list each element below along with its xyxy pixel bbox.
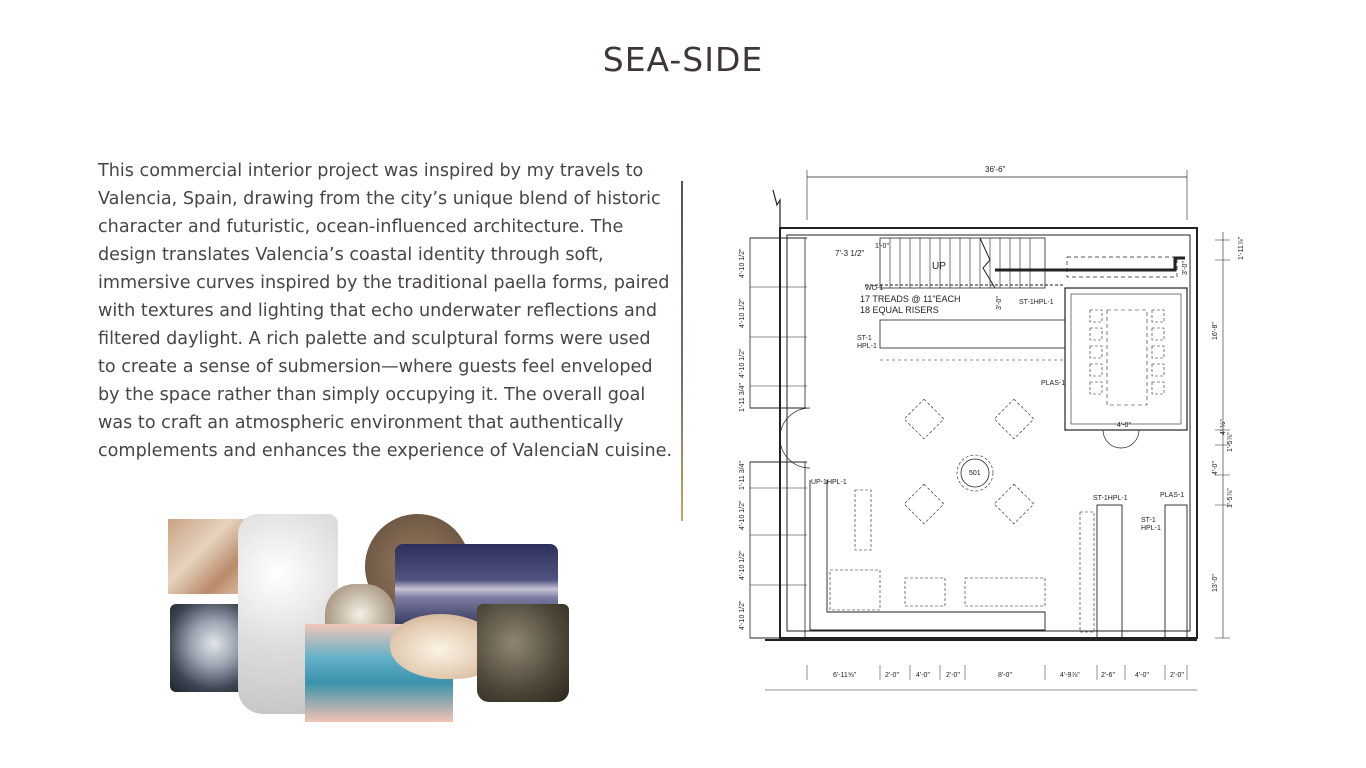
- plan-right-dim: 4'-½": [1220, 419, 1227, 435]
- plan-left-dim: 4'-10 1/2": [739, 550, 746, 580]
- plan-st1-tag: ST-1: [857, 335, 872, 342]
- floor-plan-drawing: [735, 160, 1265, 700]
- plan-left-dim: 4'-10 1/2": [739, 600, 746, 630]
- plan-bottom-dim: 6'-11⅝": [833, 672, 857, 679]
- plan-st1-hpl1-tag: ST-1HPL-1: [1019, 299, 1054, 306]
- plan-hpl1-tag: HPL-1: [857, 343, 877, 350]
- plan-right-dim: 4'-0": [1212, 461, 1219, 475]
- plan-right-dim: 1'-5⅞": [1227, 488, 1234, 508]
- plan-bottom-dim: 2'-0": [885, 672, 899, 679]
- plan-wo1-tag: WO-1: [865, 285, 884, 292]
- mood-board-collage: [165, 514, 570, 724]
- plan-right-dim: 13'-0": [1212, 574, 1219, 592]
- mood-image-rock: [477, 604, 569, 702]
- plan-left-dim: 4'-10 1/2": [739, 298, 746, 328]
- plan-bottom-dim: 2'-0": [946, 672, 960, 679]
- plan-dim-1-0: 1'-0": [875, 243, 889, 250]
- plan-st1-hpl1-tag-b: ST-1HPL-1: [1093, 495, 1128, 502]
- plan-left-dim: 4'-10 1/2": [739, 348, 746, 378]
- plan-up1-hpl1-tag: UP-1HPL-1: [811, 479, 847, 486]
- plan-bottom-dim: 4'-0": [1135, 672, 1149, 679]
- plan-stair-note-risers: 18 EQUAL RISERS: [860, 305, 939, 315]
- plan-left-dim: 1'-11 3/4": [739, 383, 746, 412]
- plan-bottom-dim: 4'-0": [916, 672, 930, 679]
- plan-bottom-dim: 2'-0": [1170, 672, 1184, 679]
- page-title: SEA-SIDE: [602, 40, 764, 79]
- plan-plas1-tag: PLAS-1: [1041, 380, 1066, 387]
- plan-dim-7-3: 7'-3 1/2": [835, 249, 865, 258]
- plan-overall-dimension: 36'-6": [985, 165, 1006, 174]
- plan-left-dim: 1'-11 3/4": [739, 461, 746, 490]
- plan-door-dim: 4'-0": [1117, 422, 1131, 429]
- plan-right-dim: 1'-11⅞": [1238, 236, 1245, 260]
- plan-st1-tag-b: ST-1: [1141, 517, 1156, 524]
- plan-plas1-tag-b: PLAS-1: [1160, 492, 1185, 499]
- plan-left-dim: 4'-10 1/2": [739, 248, 746, 278]
- project-description: This commercial interior project was inspired by my travels to Valencia, Spain, drawing from the city’s unique blend of historic character and futuristic, ocean-influenced architecture. The design translates Valencia’s coastal identity through soft, immersive curves inspired by the traditional paella forms, paired with textures and lighting that echo underwater reflections and filtered daylight. A rich palette and sculptural forms were used to create a sense of submersion—where guests feel enveloped by the space rather than simply occupying it. The overall goal was to craft an atmospheric environment that authentically complements and enhances the experience of ValenciaN cuisine.: [98, 161, 673, 461]
- plan-up-label: UP: [932, 261, 946, 272]
- plan-bottom-dim: 4'-9⅞": [1060, 672, 1080, 679]
- plan-left-dim: 4'-10 1/2": [739, 500, 746, 530]
- plan-table-number: 501: [969, 470, 981, 477]
- plan-hpl1-tag-b: HPL-1: [1141, 525, 1161, 532]
- plan-stair-note-treads: 17 TREADS @ 11"EACH: [860, 294, 961, 304]
- plan-bottom-dim: 8'-0": [998, 672, 1012, 679]
- plan-bottom-dim: 2'-6": [1101, 672, 1115, 679]
- plan-right-dim: 1'-5⅞": [1227, 432, 1234, 452]
- plan-right-dim: 16'-8": [1212, 322, 1219, 340]
- vertical-divider: [681, 181, 683, 521]
- plan-dim-3-0-mid: 3'-0": [996, 296, 1003, 310]
- plan-dim-3-0-right: 3'-0": [1182, 261, 1189, 275]
